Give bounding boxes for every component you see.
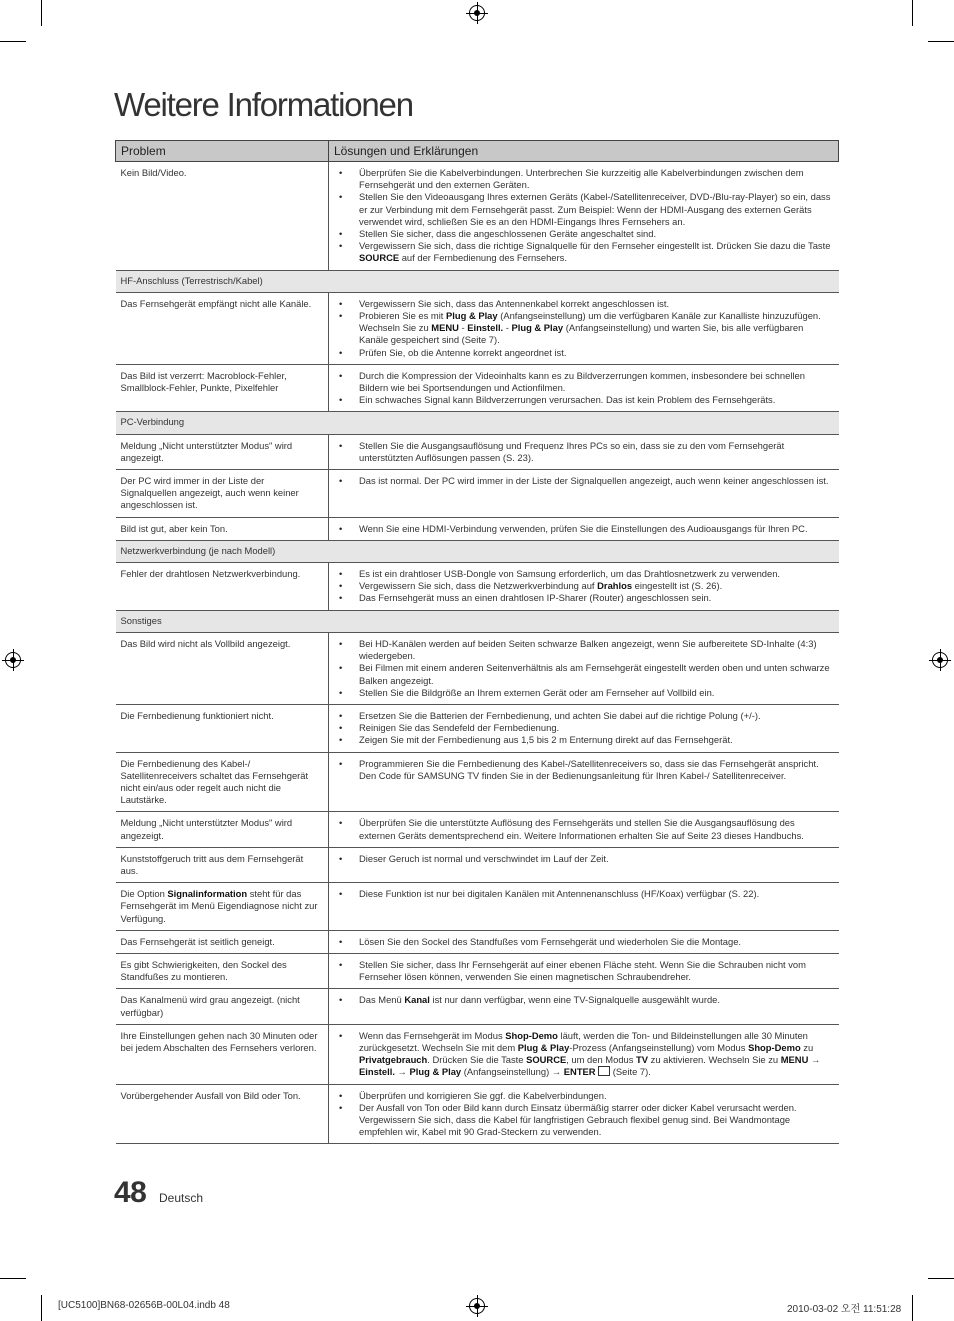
solution-list [334,853,834,865]
solution-list [334,1090,834,1139]
solution-item: • Stellen Sie die Ausgangsauflösung und Frequenz Ihres PCs so ein, dass sie zu den vom Fernsehgerät unterstützten Auflösungen passen (S. 23). [359,440,834,464]
solution-item: • Lösen Sie den Sockel des Standfußes vom Fernsehgerät und wiederholen Sie die Montage. [359,936,834,948]
table-row [116,752,839,812]
solution-item: • Ein schwaches Signal kann Bildverzerrungen verursachen. Das ist kein Problem des Fernsehgeräts. [359,394,834,406]
solution-item: • Überprüfen Sie die Kabelverbindungen. Unterbrechen Sie kurzzeitig alle Kabelverbindungen zwischen dem Fernsehgerät und den externen Geräten. [359,167,834,191]
solution-item: • Vergewissern Sie sich, dass das Antennenkabel korrekt angeschlossen ist. [359,298,834,310]
solution-item: • Stellen Sie sicher, dass die angeschlossenen Geräte angeschaltet sind. [359,228,834,240]
crop-mark [912,0,913,26]
solution-item: • Bei HD-Kanälen werden auf beiden Seiten schwarze Balken angezeigt, wenn Sie aufbereitete SD-Inhalte (4:3) wiedergeben. [359,638,834,662]
table-row [116,364,839,412]
table-row [116,517,839,540]
solution-cell [329,1084,839,1144]
solution-item: • Überprüfen Sie die unterstützte Auflösung des Fernsehgeräts und stellen Sie die Ausgangsauflösung des externen Geräts dementsprechend ein. Weitere Informationen erhalten Sie auf Seite 23 dieses Handbuchs. [359,817,834,841]
solution-item: • Ersetzen Sie die Batterien der Fernbedienung, und achten Sie dabei auf die richtige Polung (+/-). [359,710,834,722]
page-language: Deutsch [159,1191,204,1205]
solution-item: • Wenn Sie eine HDMI-Verbindung verwenden, prüfen Sie die Einstellungen des Audioausgangs für Ihren PC. [359,523,834,535]
solution-cell [329,953,839,988]
solution-list [334,710,834,747]
solution-list [334,638,834,699]
crop-mark [0,1278,26,1279]
solution-cell [329,434,839,469]
registration-mark-icon [5,652,21,668]
problem-cell: Es gibt Schwierigkeiten, den Sockel des Standfußes zu montieren. [116,953,329,988]
problem-cell: Bild ist gut, aber kein Ton. [116,517,329,540]
section-row [116,540,839,562]
solution-list [334,568,834,605]
solution-cell [329,812,839,847]
column-header-problem: Problem [116,141,329,162]
table-header-row [116,141,839,162]
solution-cell [329,162,839,271]
problem-cell: Der PC wird immer in der Liste der Signalquellen angezeigt, auch wenn keiner angeschlossen ist. [116,470,329,518]
table-row [116,632,839,704]
solution-item: • Dieser Geruch ist normal und verschwindet im Lauf der Zeit. [359,853,834,865]
problem-cell: Die Fernbedienung funktioniert nicht. [116,704,329,752]
section-heading: Netzwerkverbindung (je nach Modell) [116,540,839,562]
crop-mark [912,1295,913,1321]
registration-mark-icon [469,5,485,21]
solution-list [334,994,834,1006]
problem-cell: Das Bild ist verzerrt: Macroblock-Fehler, Smallblock-Fehler, Punkte, Pixelfehler [116,364,329,412]
section-row [116,270,839,292]
table-row [116,989,839,1024]
table-body [116,162,839,1144]
solution-item: • Vergewissern Sie sich, dass die Netzwerkverbindung auf Drahlos eingestellt ist (S. 26). [359,580,834,592]
solution-cell [329,930,839,953]
section-row [116,610,839,632]
crop-mark [928,1278,954,1279]
crop-mark [0,41,26,42]
column-header-solutions: Lösungen und Erklärungen [329,141,839,162]
solution-cell [329,883,839,931]
solution-item: • Durch die Kompression der Videoinhalts kann es zu Bildverzerrungen kommen, insbesondere bei schnellen Bildern wie bei Sportsendungen und Actionfilmen. [359,370,834,394]
table-row [116,953,839,988]
solution-list [334,167,834,265]
section-heading: PC-Verbindung [116,412,839,434]
crop-mark [41,1295,42,1321]
solution-item: • Das ist normal. Der PC wird immer in der Liste der Signalquellen angezeigt, auch wenn keiner angeschlossen ist. [359,475,834,487]
solution-list [334,758,834,782]
table-row [116,704,839,752]
solution-cell [329,989,839,1024]
problem-cell: Das Kanalmenü wird grau angezeigt. (nicht verfügbar) [116,989,329,1024]
troubleshooting-table [115,140,839,1144]
table-row [116,434,839,469]
solution-item: • Stellen Sie den Videoausgang Ihres externen Geräts (Kabel-/Satellitenreceiver, DVD-/Blu-ray-Player) so ein, dass er zur Verbindung mit dem Fernsehgerät passt. Zum Beispiel: Wenn der HDMI-Ausgang des externen Geräts verwendet wird, schließen Sie es an den HDMI-Eingangs Ihres Fernsehers an. [359,191,834,228]
solution-item: • Programmieren Sie die Fernbedienung des Kabel-/Satellitenreceivers so, dass sie das Fernsehgerät anspricht. Den Code für SAMSUNG TV finden Sie in der Bedienungsanleitung für Ihren Kabel-/ Satellitenreceiver. [359,758,834,782]
solution-cell [329,752,839,812]
print-slug-timestamp: 2010-03-02 오전 11:51:28 [787,1304,902,1315]
table-row [116,1084,839,1144]
registration-mark-icon [932,652,948,668]
solution-list [334,936,834,948]
registration-mark-icon [469,1298,485,1314]
problem-cell: Kein Bild/Video. [116,162,329,271]
solution-list [334,817,834,841]
problem-cell: Die Option Signalinformation steht für das Fernsehgerät im Menü Eigendiagnose nicht zur Verfügung. [116,883,329,931]
table-row [116,930,839,953]
solution-item: • Es ist ein drahtloser USB-Dongle von Samsung erforderlich, um das Drahtlosnetzwerk zu verwenden. [359,568,834,580]
solution-cell [329,517,839,540]
solution-cell [329,563,839,611]
solution-item: • Stellen Sie sicher, dass Ihr Fernsehgerät auf einer ebenen Fläche steht. Wenn Sie die Schrauben nicht vom Fernseher lösen können, verwenden Sie einen magnetischen Schraubendreher. [359,959,834,983]
solution-list [334,888,834,900]
table-row [116,1024,839,1084]
problem-cell: Meldung „Nicht unterstützter Modus" wird angezeigt. [116,434,329,469]
table-row [116,812,839,847]
solution-item: • Das Menü Kanal ist nur dann verfügbar, wenn eine TV-Signalquelle ausgewählt wurde. [359,994,834,1006]
crop-mark [928,41,954,42]
solution-item: • Zeigen Sie mit der Fernbedienung aus 1,5 bis 2 m Enternung direkt auf das Fernsehgerät. [359,734,834,746]
problem-cell: Das Bild wird nicht als Vollbild angezeigt. [116,632,329,704]
solution-list [334,959,834,983]
solution-item: • Wenn das Fernsehgerät im Modus Shop-Demo läuft, werden die Ton- und Bildeinstellungen alle 30 Minuten zurückgesetzt. Wechseln Sie mit dem Plug & Play-Prozess (Anfangseinstellung) vom Modus Shop-Demo zu Privatgebrauch. Drücken Sie die Taste SOURCE, um den Modus TV zu aktivieren. Wechseln Sie zu MENU → Einstell. → Plug & Play (Anfangseinstellung) → ENTER (Seite 7). [359,1030,834,1079]
solution-list [334,298,834,359]
page-number: 48 [114,1176,147,1209]
problem-cell: Die Fernbedienung des Kabel-/ Satellitenreceivers schaltet das Fernsehgerät nicht ein/aus oder regelt auch nicht die Lautstärke. [116,752,329,812]
solution-item: • Bei Filmen mit einem anderen Seitenverhältnis als am Fernsehgerät eingestellt werden oben und unten schwarze Balken angezeigt. [359,662,834,686]
section-row [116,412,839,434]
table-row [116,883,839,931]
solution-item: • Stellen Sie die Bildgröße an Ihrem externen Gerät oder am Fernseher auf Vollbild ein. [359,687,834,699]
solution-cell [329,470,839,518]
solution-item: • Prüfen Sie, ob die Antenne korrekt angeordnet ist. [359,347,834,359]
page-title: Weitere Informationen [114,86,413,123]
solution-item: • Das Fernsehgerät muss an einen drahtlosen IP-Sharer (Router) angeschlossen sein. [359,592,834,604]
section-heading: HF-Anschluss (Terrestrisch/Kabel) [116,270,839,292]
table-row [116,847,839,882]
solution-item: • Der Ausfall von Ton oder Bild kann durch Einsatz übermäßig starrer oder dicker Kabel verursacht werden. Vergewissern Sie sich, dass die Kabel für langfristigen Gebrauch flexibel genug sind. Bei Wandmontage empfehlen wir, Kabel mit 90 Grad-Steckern zu verwenden. [359,1102,834,1139]
solution-list [334,475,834,487]
print-slug-file: [UC5100]BN68-02656B-00L04.indb 48 [58,1300,230,1311]
solution-item: • Probieren Sie es mit Plug & Play (Anfangseinstellung) um die verfügbaren Kanäle zur Kanalliste hinzuzufügen. Wechseln Sie zu MENU - Einstell. - Plug & Play (Anfangseinstellung) und warten Sie, bis alle verfügbaren Kanäle gespeichert sind (Seite 7). [359,310,834,347]
problem-cell: Fehler der drahtlosen Netzwerkverbindung. [116,563,329,611]
solution-item: • Vergewissern Sie sich, dass die richtige Signalquelle für den Fernseher eingestellt ist. Drücken Sie dazu die Taste SOURCE auf der Fernbedienung des Fernsehers. [359,240,834,264]
solution-item: • Diese Funktion ist nur bei digitalen Kanälen mit Antennenanschluss (HF/Koax) verfügbar (S. 22). [359,888,834,900]
problem-cell: Ihre Einstellungen gehen nach 30 Minuten oder bei jedem Abschalten des Fernsehers verloren. [116,1024,329,1084]
table-row [116,162,839,271]
solution-list [334,370,834,407]
problem-cell: Kunststoffgeruch tritt aus dem Fernsehgerät aus. [116,847,329,882]
solution-cell [329,364,839,412]
crop-mark [41,0,42,26]
problem-cell: Das Fernsehgerät ist seitlich geneigt. [116,930,329,953]
solution-cell [329,632,839,704]
problem-cell: Das Fernsehgerät empfängt nicht alle Kanäle. [116,292,329,364]
problem-cell: Meldung „Nicht unterstützter Modus" wird angezeigt. [116,812,329,847]
solution-cell [329,847,839,882]
solution-cell [329,1024,839,1084]
table-row [116,292,839,364]
solution-item: • Überprüfen und korrigieren Sie ggf. die Kabelverbindungen. [359,1090,834,1102]
solution-cell [329,704,839,752]
section-heading: Sonstiges [116,610,839,632]
problem-cell: Vorübergehender Ausfall von Bild oder Ton. [116,1084,329,1144]
table-row [116,470,839,518]
solution-item: • Reinigen Sie das Sendefeld der Fernbedienung. [359,722,834,734]
solution-list [334,523,834,535]
solution-list [334,1030,834,1079]
solution-list [334,440,834,464]
solution-cell [329,292,839,364]
table-row [116,563,839,611]
